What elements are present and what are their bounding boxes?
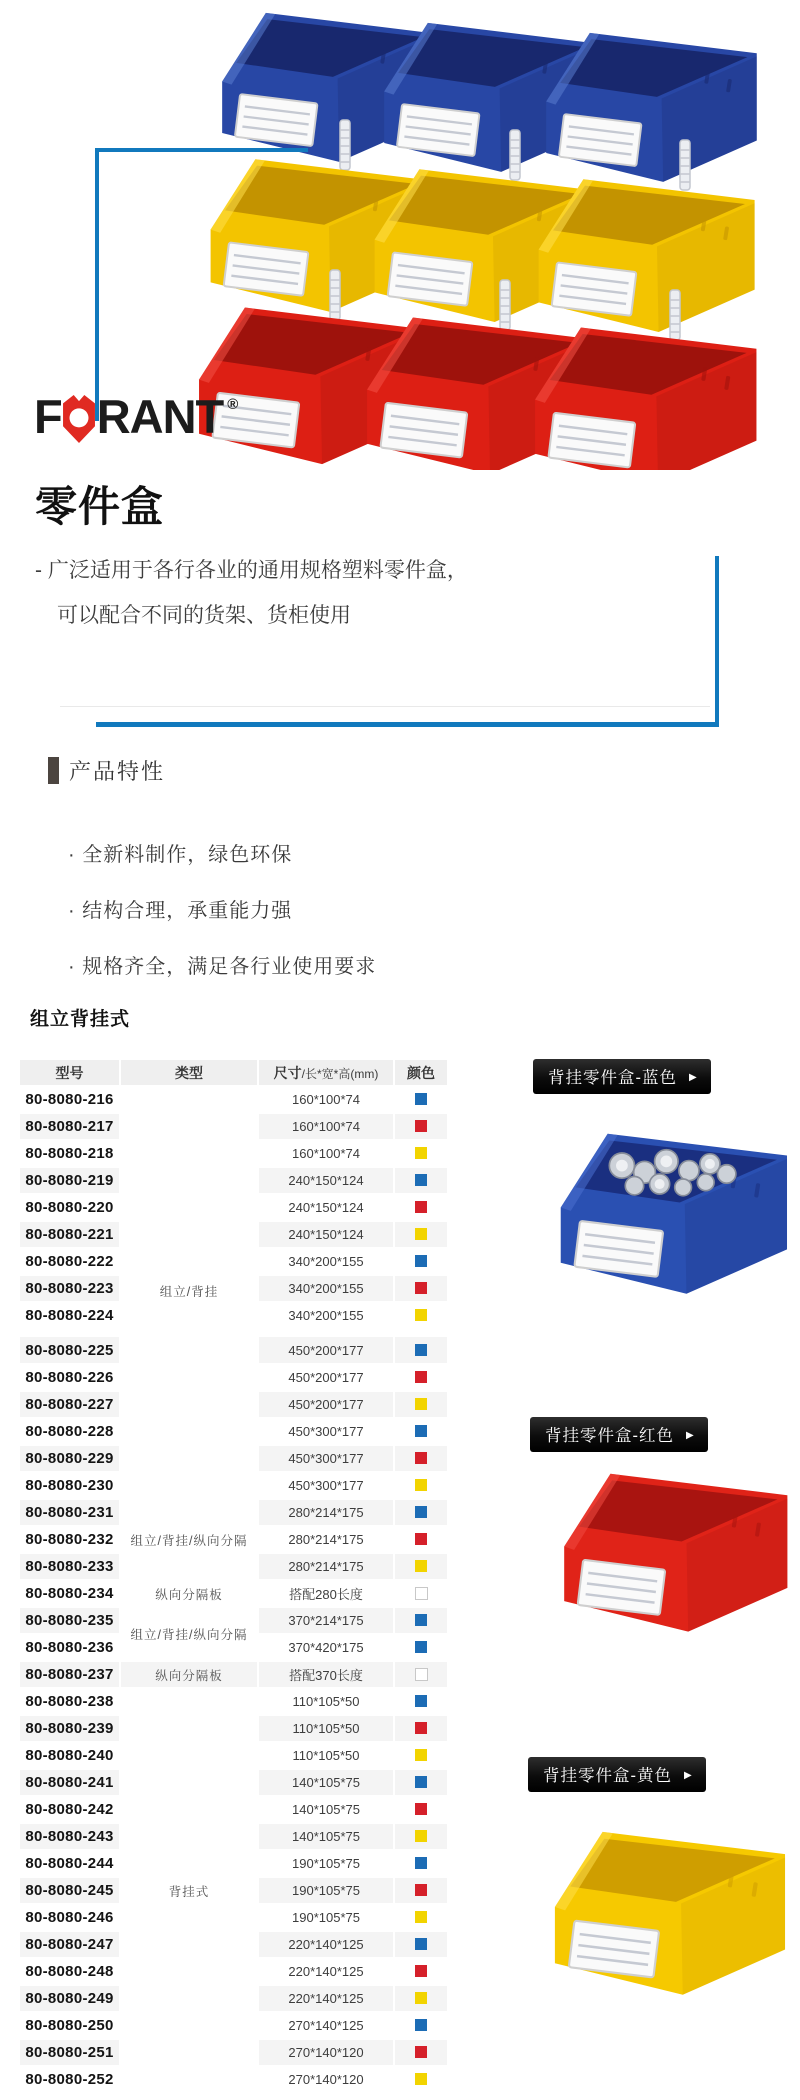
model-cell: 80-8080-252 [20,2066,120,2093]
col-header-color: 颜色 [394,1060,448,1086]
type-cell [120,1337,258,1499]
model-cell: 80-8080-234 [20,1580,120,1607]
arrow-right-icon: ▶ [686,1429,695,1441]
spec-table-body [20,1086,448,2093]
model-cell: 80-8080-237 [20,1661,120,1688]
color-cell [394,1499,448,1526]
color-cell [394,1850,448,1877]
registered-mark: ® [227,396,239,413]
model-cell: 80-8080-232 [20,1526,120,1553]
color-cell [394,1140,448,1167]
color-cell [394,1985,448,2012]
size-cell: 450*300*177 [258,1472,394,1499]
color-chip-red [415,1120,427,1132]
color-chip-blue [415,1506,427,1518]
color-cell [394,1553,448,1580]
product-label-blue[interactable] [533,1059,711,1094]
color-chip-blue [415,1776,427,1788]
size-cell: 160*100*74 [258,1140,394,1167]
table-row [20,1661,448,1688]
size-cell: 450*300*177 [258,1445,394,1472]
model-cell: 80-8080-225 [20,1337,120,1364]
size-cell: 190*105*75 [258,1850,394,1877]
color-cell [394,1086,448,1113]
model-cell: 80-8080-230 [20,1472,120,1499]
model-cell: 80-8080-229 [20,1445,120,1472]
product-photo-yellow-bin [536,1820,792,1999]
size-cell: 270*140*125 [258,2012,394,2039]
color-cell [394,1167,448,1194]
feature-item: · 规格齐全，满足各行业使用要求 [68,956,377,978]
spec-table [20,1060,449,2094]
table-row [20,1688,448,1715]
table-row [20,1580,448,1607]
product-label-text: 背挂零件盒-红色 [545,1427,674,1445]
model-cell: 80-8080-247 [20,1931,120,1958]
color-chip-red [415,2046,427,2058]
color-chip-red [415,1533,427,1545]
color-cell [394,1248,448,1275]
color-chip-yellow [415,1398,427,1410]
product-label-red[interactable] [530,1417,708,1452]
size-cell: 190*105*75 [258,1904,394,1931]
size-cell: 搭配370长度 [258,1661,394,1688]
model-cell: 80-8080-250 [20,2012,120,2039]
size-cell: 270*140*120 [258,2039,394,2066]
color-cell [394,1931,448,1958]
color-cell [394,1958,448,1985]
product-photo-blue-bin [542,1122,794,1298]
model-cell: 80-8080-238 [20,1688,120,1715]
color-chip-red [415,1803,427,1815]
type-cell: 组立/背挂 [120,1086,258,1329]
size-cell: 110*105*50 [258,1715,394,1742]
model-cell: 80-8080-246 [20,1904,120,1931]
model-cell: 80-8080-241 [20,1769,120,1796]
color-chip-yellow [415,1309,427,1321]
color-cell [394,1607,448,1634]
color-cell [394,1113,448,1140]
model-cell: 80-8080-243 [20,1823,120,1850]
table-header-row [20,1060,448,1086]
color-chip-yellow [415,2073,427,2085]
color-cell [394,1221,448,1248]
type-cell: 纵向分隔板 [120,1661,258,1688]
size-cell: 220*140*125 [258,1958,394,1985]
color-cell [394,1302,448,1329]
model-cell: 80-8080-221 [20,1221,120,1248]
color-chip-red [415,1884,427,1896]
type-cell: 组立/背挂/纵向分隔 [120,1607,258,1661]
model-cell: 80-8080-231 [20,1499,120,1526]
color-cell [394,1445,448,1472]
color-chip-yellow [415,1749,427,1761]
product-photo-red-bin [546,1462,794,1636]
size-cell: 280*214*175 [258,1526,394,1553]
model-cell: 80-8080-226 [20,1364,120,1391]
color-chip-blue [415,1938,427,1950]
size-cell: 140*105*75 [258,1796,394,1823]
color-cell [394,2012,448,2039]
color-chip-red [415,1965,427,1977]
color-chip-blue [415,1614,427,1626]
size-cell: 450*200*177 [258,1391,394,1418]
size-cell: 340*200*155 [258,1302,394,1329]
features-section-header [48,755,165,786]
size-cell: 搭配280长度 [258,1580,394,1607]
color-cell [394,1337,448,1364]
model-cell: 80-8080-220 [20,1194,120,1221]
size-cell: 450*200*177 [258,1364,394,1391]
color-chip-blue [415,1174,427,1186]
frame-line-right [715,556,719,726]
size-cell: 190*105*75 [258,1877,394,1904]
spec-table-container [20,1060,449,2094]
logo-letters-rant: RANT [96,390,224,443]
color-cell [394,1418,448,1445]
size-cell: 160*100*74 [258,1086,394,1113]
brand-logo [34,390,239,443]
table-row [20,1086,448,1113]
color-cell [394,1904,448,1931]
color-cell [394,1823,448,1850]
hero-product-photo [185,0,797,470]
color-cell [394,1391,448,1418]
arrow-right-icon: ▶ [689,1071,698,1083]
group-gap-row [20,1329,448,1337]
size-cell: 140*105*75 [258,1823,394,1850]
size-cell: 340*200*155 [258,1275,394,1302]
product-label-yellow[interactable] [528,1757,706,1792]
frame-line-bottom [96,722,719,727]
color-cell [394,1580,448,1607]
model-cell: 80-8080-244 [20,1850,120,1877]
size-cell: 110*105*50 [258,1688,394,1715]
model-cell: 80-8080-228 [20,1418,120,1445]
frame-line-top [95,148,308,152]
table-row [20,1607,448,1634]
model-cell: 80-8080-249 [20,1985,120,2012]
model-cell: 80-8080-218 [20,1140,120,1167]
features-section-title: 产品特性 [69,759,166,784]
product-label-text: 背挂零件盒-蓝色 [548,1069,677,1087]
model-cell: 80-8080-235 [20,1607,120,1634]
model-cell: 80-8080-216 [20,1086,120,1113]
color-chip-yellow [415,1479,427,1491]
col-header-size: 尺寸/长*宽*高(mm) [258,1060,394,1086]
color-cell [394,1769,448,1796]
color-chip-red [415,1201,427,1213]
color-chip-red [415,1722,427,1734]
color-chip-yellow [415,1147,427,1159]
table-row [20,1337,448,1364]
size-cell: 370*420*175 [258,1634,394,1661]
size-cell: 450*200*177 [258,1337,394,1364]
color-cell [394,2066,448,2093]
size-cell: 240*150*124 [258,1194,394,1221]
size-cell: 110*105*50 [258,1742,394,1769]
model-cell: 80-8080-236 [20,1634,120,1661]
size-cell: 220*140*125 [258,1931,394,1958]
description-line: 可以配合不同的货架、货柜使用 [57,604,351,627]
size-cell: 240*150*124 [258,1167,394,1194]
size-cell: 240*150*124 [258,1221,394,1248]
model-cell: 80-8080-233 [20,1553,120,1580]
color-chip-blue [415,1857,427,1869]
model-cell: 80-8080-219 [20,1167,120,1194]
table-section-title: 组立背挂式 [30,1009,131,1030]
color-cell [394,1634,448,1661]
size-cell: 340*200*155 [258,1248,394,1275]
color-cell [394,1661,448,1688]
color-chip-yellow [415,1992,427,2004]
col-header-model: 型号 [20,1060,120,1086]
color-chip-blue [415,1425,427,1437]
frame-line-left [95,148,99,421]
type-cell: 背挂式 [120,1688,258,2093]
section-bullet-icon [48,757,59,784]
color-cell [394,1275,448,1302]
size-cell: 220*140*125 [258,1985,394,2012]
model-cell: 80-8080-224 [20,1302,120,1329]
color-chip-red [415,1452,427,1464]
model-cell: 80-8080-245 [20,1877,120,1904]
model-cell: 80-8080-248 [20,1958,120,1985]
page-title: 零件盒 [35,483,165,530]
size-cell: 370*214*175 [258,1607,394,1634]
model-cell: 80-8080-239 [20,1715,120,1742]
feature-item: · 全新料制作，绿色环保 [68,844,293,866]
color-chip-red [415,1371,427,1383]
color-cell [394,1715,448,1742]
description-line: - 广泛适用于各行各业的通用规格塑料零件盒， [35,559,468,582]
color-cell [394,1742,448,1769]
color-chip-blue [415,1093,427,1105]
color-chip-blue [415,1344,427,1356]
color-cell [394,1472,448,1499]
color-cell [394,1526,448,1553]
size-cell: 140*105*75 [258,1769,394,1796]
color-cell [394,1194,448,1221]
feature-item: · 结构合理，承重能力强 [68,900,293,922]
model-cell: 80-8080-251 [20,2039,120,2066]
color-chip-none [415,1668,428,1681]
model-cell: 80-8080-242 [20,1796,120,1823]
model-cell: 80-8080-227 [20,1391,120,1418]
color-chip-blue [415,2019,427,2031]
model-cell: 80-8080-217 [20,1113,120,1140]
color-chip-yellow [415,1830,427,1842]
color-chip-yellow [415,1560,427,1572]
table-row [20,1499,448,1526]
model-cell: 80-8080-223 [20,1275,120,1302]
type-cell: 纵向分隔板 [120,1580,258,1607]
color-cell [394,1877,448,1904]
model-cell: 80-8080-222 [20,1248,120,1275]
size-cell: 160*100*74 [258,1113,394,1140]
color-chip-blue [415,1255,427,1267]
logo-letter-f: F [34,390,62,443]
color-chip-red [415,1282,427,1294]
color-cell [394,1364,448,1391]
size-cell: 450*300*177 [258,1418,394,1445]
color-cell [394,1688,448,1715]
type-cell: 组立/背挂/纵向分隔 [120,1499,258,1580]
arrow-right-icon: ▶ [684,1769,693,1781]
color-chip-yellow [415,1911,427,1923]
size-cell: 280*214*175 [258,1553,394,1580]
col-header-type: 类型 [120,1060,258,1086]
model-cell: 80-8080-240 [20,1742,120,1769]
color-cell [394,1796,448,1823]
product-description [35,548,468,638]
color-chip-blue [415,1641,427,1653]
size-cell: 270*140*120 [258,2066,394,2093]
divider-line [60,706,710,707]
logo-shield-icon [60,394,98,444]
size-cell: 280*214*175 [258,1499,394,1526]
color-chip-yellow [415,1228,427,1240]
product-label-text: 背挂零件盒-黄色 [543,1767,672,1785]
color-cell [394,2039,448,2066]
color-chip-none [415,1587,428,1600]
color-chip-blue [415,1695,427,1707]
